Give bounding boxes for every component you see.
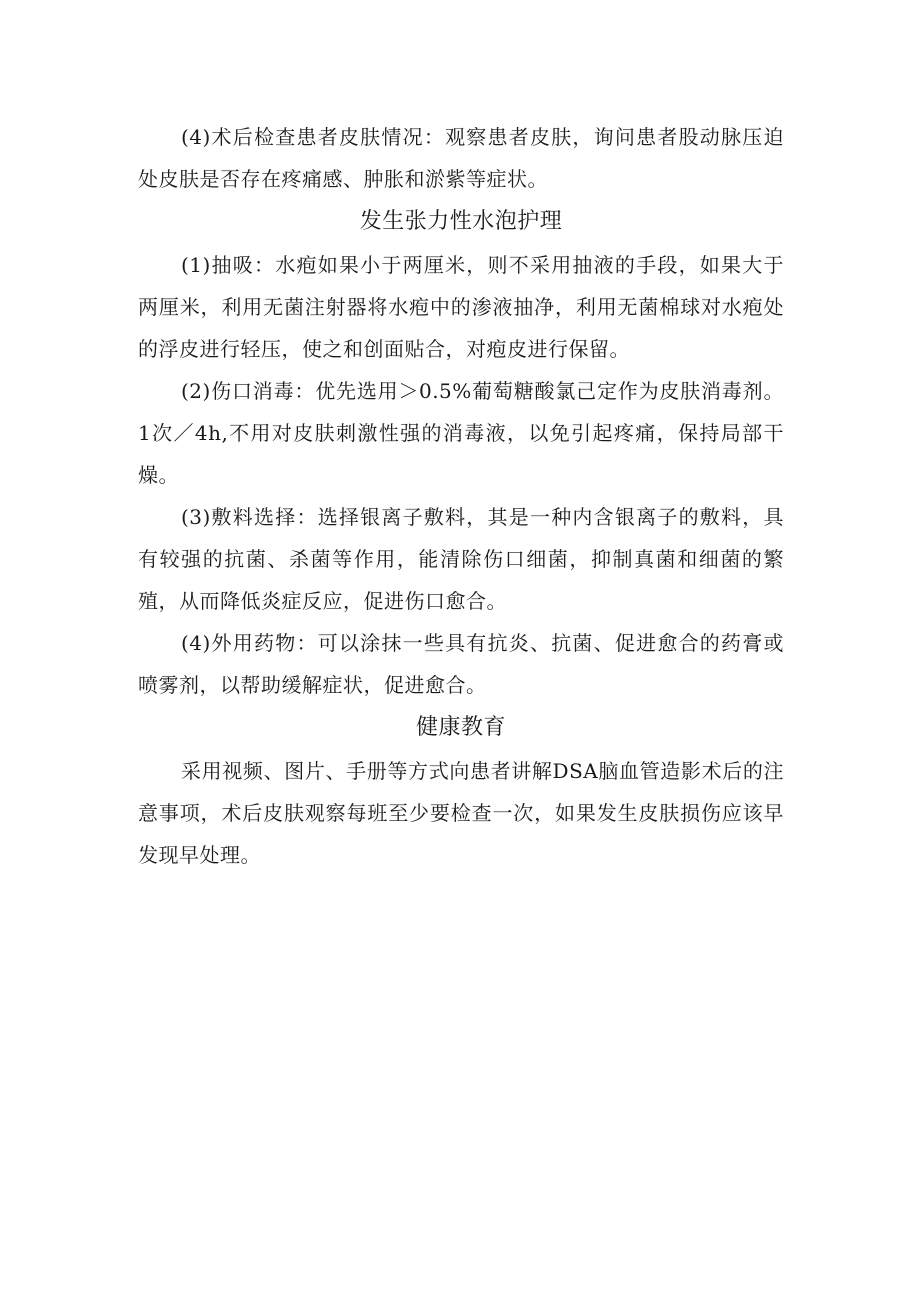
paragraph-health-education: 采用视频、图片、手册等方式向患者讲解DSA脑血管造影术后的注意事项，术后皮肤观察每班至少要检查一次，如果发生皮肤损伤应该早发现早处理。 [138, 759, 784, 867]
section-heading-health-education: 健康教育 [415, 715, 506, 740]
document-page [138, 116, 784, 876]
paragraph-aspiration: (1)抽吸：水疱如果小于两厘米，则不采用抽液的手段，如果大于两厘米，利用无菌注射器将水疱中的渗液抽净，利用无菌棉球对水疱处的浮皮进行轻压，使之和创面贴合，对疱皮进行保留。 [138, 253, 784, 361]
section-heading-blister-care: 发生张力性水泡护理 [359, 209, 563, 234]
paragraph-topical-medication: (4)外用药物：可以涂抹一些具有抗炎、抗菌、促进愈合的药膏或喷雾剂，以帮助缓解症状，促进愈合。 [138, 631, 784, 697]
paragraph-dressing-selection: (3)敷料选择：选择银离子敷料，其是一种内含银离子的敷料，具有较强的抗菌、杀菌等作用，能清除伤口细菌，抑制真菌和细菌的繁殖，从而降低炎症反应，促进伤口愈合。 [138, 505, 784, 613]
paragraph-skin-check: (4)术后检查患者皮肤情况：观察患者皮肤，询问患者股动脉压迫处皮肤是否存在疼痛感、肿胀和淤紫等症状。 [138, 125, 784, 191]
paragraph-wound-disinfection: (2)伤口消毒：优先选用＞0.5%葡萄糖酸氯己定作为皮肤消毒剂。1次／4h,不用对皮肤刺激性强的消毒液，以免引起疼痛，保持局部干燥。 [138, 379, 784, 487]
